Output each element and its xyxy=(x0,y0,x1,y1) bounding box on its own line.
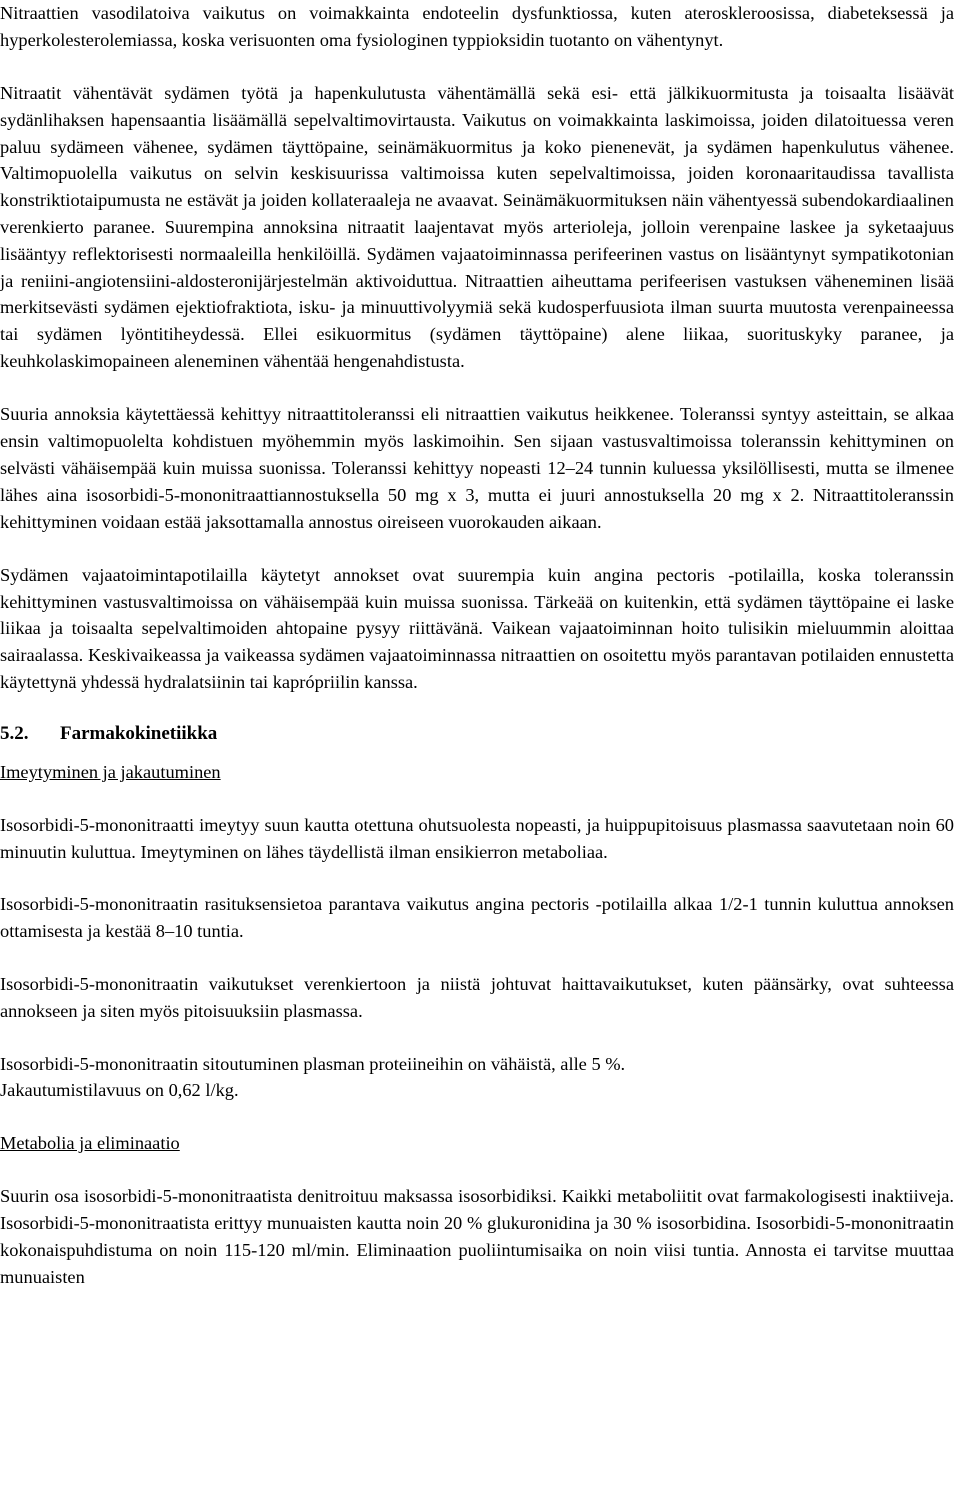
paragraph-heart-failure: Sydämen vajaatoimintapotilailla käytetyt annokset ovat suurempia kuin angina pectoris -potilailla, koska toleranssin kehittyminen vastusvaltimoissa on vähäisempää kuin muissa suonissa. Tärkeää on kuitenkin, että sydämen täyttöpaine ei laske liikaa ja toisaalta sepelvaltimoiden ahtopaine pysyy riittävänä. Vaikean vajaatoiminnan hoito tulisikin mieluummin aloittaa sairaalassa. Keskivaikeassa ja vaikeassa sydämen vajaatoiminnassa nitraattien on osoitettu myös parantavan potilaiden ennustetta käytettynä yhdessä hydralatsiinin tai kaprópriilin kanssa. xyxy=(0,564,954,693)
section-title: Farmakokinetiikka xyxy=(60,722,218,744)
paragraph-effects: Isosorbidi-5-mononitraatin vaikutukset verenkiertoon ja niistä johtuvat haittavaikutukset, kuten päänsärky, ovat suhteessa annokseen ja siten myös pitoisuuksiin plasmassa. xyxy=(0,974,954,1021)
paragraph-tolerance: Suuria annoksia käytettäessä kehittyy nitraattitoleranssi eli nitraattien vaikutus heikkenee. Toleranssi syntyy asteittain, se alkaa ensin valtimopuolelta kohdistuen myöhemmin myös laskimoihin. Sen sijaan vastusvaltimoissa toleranssin kehittyminen on selvästi vähäisempää kuin muissa suonissa. Toleranssi kehittyy nopeasti 12–24 tunnin kuluessa yksilöllisesti, mutta se ilmenee lähes aina isosorbidi-5-mononitraattiannostuksella 50 mg x 3, mutta ei juuri annostuksella 20 mg x 2. Nitraattitoleranssin kehittyminen voidaan estää jaksottamalla annostus oireiseen vuorokauden aikaan. xyxy=(0,404,954,532)
paragraph-distribution-volume: Jakautumistilavuus on 0,62 l/kg. xyxy=(0,1080,239,1101)
subheading-metabolism: Metabolia ja eliminaatio xyxy=(0,1133,180,1154)
paragraph-onset: Isosorbidi-5-mononitraatin rasituksensietoa parantava vaikutus angina pectoris -potilailla alkaa 1/2-1 tunnin kuluttua annoksen ottamisesta ja kestää 8–10 tuntia. xyxy=(0,894,954,942)
paragraph-metabolism: Suurin osa isosorbidi-5-mononitraatista denitroituu maksassa isosorbidiksi. Kaikki metaboliitit ovat farmakologisesti inaktiiveja. Isosorbidi-5-mononitraatista erittyy munuaisten kautta noin 20 % glukuronidina ja 30 % isosorbidina. Isosorbidi-5-mononitraatin kokonaispuhdistuma on noin 115-120 ml/min. Eliminaation puoliintumisaika on noin viisi tuntia. Annosta ei tarvitse muuttaa munuaisten xyxy=(0,1186,954,1287)
section-number: 5.2. xyxy=(0,722,29,744)
paragraph-vasodilation: Nitraattien vasodilatoiva vaikutus on voimakkainta endoteelin dysfunktiossa, kuten ateroskleroosissa, diabeteksessä ja hyperkolesterolemiassa, koska verisuonten oma fysiologinen typpioksidin tuotanto on vähentynyt. xyxy=(0,3,954,50)
paragraph-absorption: Isosorbidi-5-mononitraatti imeytyy suun kautta otettuna ohutsuolesta nopeasti, ja huippupitoisuus plasmassa saavutetaan noin 60 minuutin kuluttua. Imeytyminen on lähes täydellistä ilman ensikierron metaboliaa. xyxy=(0,814,954,862)
paragraph-mechanism: Nitraatit vähentävät sydämen työtä ja hapenkulutusta vähentämällä sekä esi- että jälkikuormitusta ja toisaalta lisäävät sydänlihaksen hapensaantia lisäämällä sepelvaltimovirtausta. Vaikutus on voimakkainta laskimoissa, joiden dilatoituessa veren paluu sydämeen vähenee, sydämen täyttöpaine, seinämäkuormitus ja koko pienenevät, ja sydämen hapenkulutus vähenee. Valtimopuolella vaikutus on selvin keskisuurissa valtimoissa kuten sepelvaltimoissa, joiden koronaaritaudissa tavallista konstriktiotaipumusta ne estävät ja joiden kollateraaleja ne avaavat. Seinämäkuormituksen näin vähentyessä subendokardiaalinen verenkierto paranee. Suurempina annoksina nitraatit laajentavat myös arterioleja, jolloin verenpaine laskee ja syketaajuus lisääntyy reflektorisesti normaaleilla henkilöillä. Sydämen vajaatoiminnassa perifeerinen vastus on lisääntynyt sympatikotonian ja reniini-angiotensiini-aldosteronijärjestelmän aktivoiduttua. Nitraattien aiheuttama perifeerisen vastuksen väheneminen lisää merkitsevästi sydämen ejektiofraktiota, isku- ja minuuttivolyymiä sekä kudosperfuusiota ilman suurta muutosta verenpaineessa tai sydämen lyöntitiheydessä. Ellei esikuormitus (sydämen täyttöpaine) alene liikaa, suorituskyky paranee, ja keuhkolaskimopaineen aleneminen vähentää hengenahdistusta. xyxy=(0,83,954,372)
subheading-absorption: Imeytyminen ja jakautuminen xyxy=(0,761,221,782)
section-heading xyxy=(0,720,954,747)
paragraph-protein-binding: Isosorbidi-5-mononitraatin sitoutuminen plasman proteiineihin on vähäistä, alle 5 %. xyxy=(0,1053,626,1074)
